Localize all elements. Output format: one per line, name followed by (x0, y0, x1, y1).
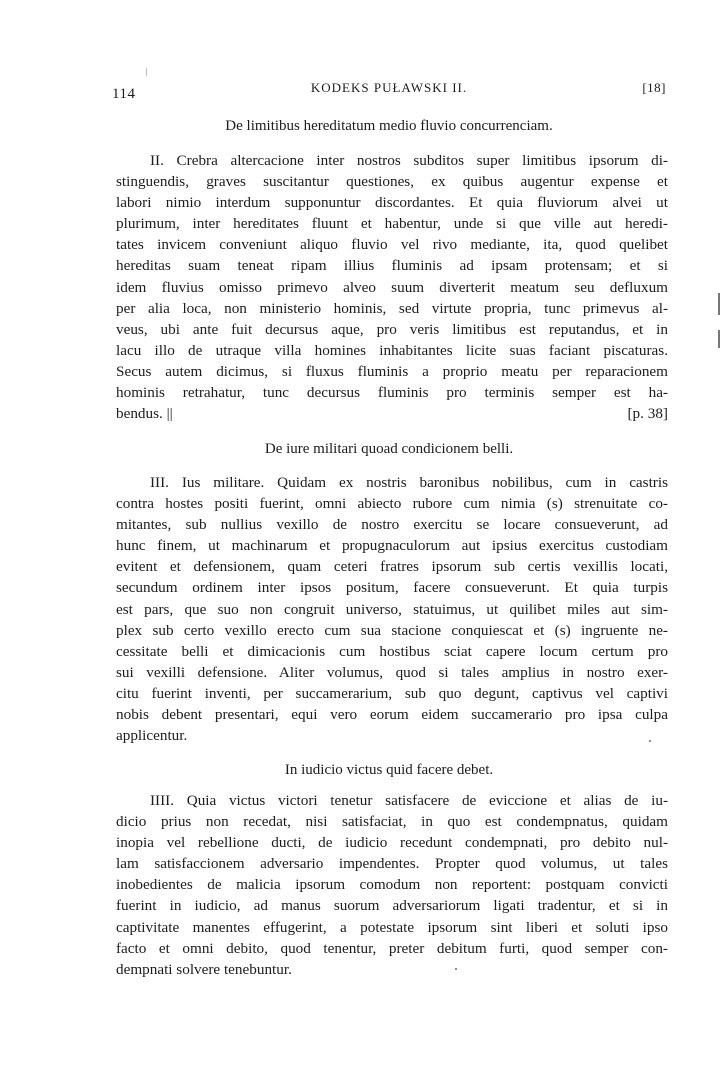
paragraph-limitibus (116, 150, 668, 424)
text-line: labori nimio interdum supponuntur discordantes. Et quia fluviorum alvei ut (116, 194, 668, 212)
text-line: contra hostes positi fuerint, omni abiecto rubore cum nimia (s) strenuitate co- (116, 495, 668, 513)
section-heading-iure-militari: De iure militari quoad condicionem belli. (264, 441, 514, 457)
text-line: mitantes, sub nullius vexillo de nostro exercitu se locare consueverunt, ad (116, 516, 668, 534)
text-line-end: bendus. || (116, 405, 173, 423)
text-line: fuerint in iudicio, ad manus suorum adversariorum ligati tradentur, et si in (116, 897, 668, 915)
text-line: II. Crebra altercacione inter nostros subditos super limitibus ipsorum di- (150, 152, 668, 169)
text-line: Secus autem dicimus, si fluxus fluminis a proprio meatu per reparacionem (116, 362, 668, 380)
text-line: hominis retrahatur, tunc decursus fluminis pro terminis semper est ha- (116, 384, 668, 402)
text-line: nobis debent presentari, equi vero eorum eidem succamerario pro ipsa culpa (116, 706, 668, 724)
text-line: secundum ordinem inter ipsos positum, facere consueverunt. Et quia turpis (116, 579, 668, 597)
running-header (112, 80, 666, 104)
text-line: lacu illo de utraque villa homines inhabitantes licite suas faciant piscaturas. (116, 341, 668, 359)
text-line: facto et omni debito, quod tenentur, preter debitum furti, quod semper con- (116, 939, 668, 957)
section-heading-iudicio-victus: In iudicio victus quid facere debet. (284, 762, 494, 778)
text-line: cessitate belli et dimicacionis cum hostibus sciat capere locum certum pro (116, 642, 668, 660)
section-heading-limitibus: De limitibus hereditatum medio fluvio concurrenciam. (225, 118, 553, 134)
text-line: hereditas suam teneat ripam illius fluminis ad ipsam protensam; et si (116, 257, 668, 275)
text-line: lam satisfaccionem adversario impendentes. Propter quod volumus, ut tales (116, 855, 668, 873)
scan-speck (455, 968, 457, 970)
scan-speck (649, 740, 651, 742)
text-line: IIII. Quia victus victori tenetur satisfacere de eviccione et alias de iu- (150, 792, 668, 809)
text-line: inopia vel rebellione ducti, de iudicio recedunt condempnati, pro debito nul- (116, 834, 668, 852)
text-line: citu fuerint inventi, per succamerarium, sub quo degunt, captivus vel captivi (116, 684, 668, 702)
text-line: est pars, que suo non congruit universo, statuimus, ut quilibet miles aut sim- (116, 600, 668, 618)
running-title: KODEKS PUŁAWSKI II. (310, 80, 468, 95)
page-reference: [p. 38] (627, 405, 668, 423)
text-line: per alia loca, non ministerio hominis, sed virtute propria, tunc primevus al- (116, 299, 668, 317)
text-line: plex sub certo vexillo erecto cum sua stacione conquiescat et (s) ingruente ne- (116, 621, 668, 639)
text-line: applicentur. (116, 727, 188, 745)
text-line: III. Ius militare. Quidam ex nostris baronibus nobilibus, cum in castris (150, 474, 668, 491)
text-line: tates invicem conveniunt aliquo fluvio vel rivo mediante, ita, quod quelibet (116, 236, 668, 254)
text-line: sui vexilli defensione. Aliter volumus, quod si tales amplius in nostro exer- (116, 663, 668, 681)
text-line: plurimum, inter hereditates fluunt et habentur, unde si que ville aut heredi- (116, 215, 668, 233)
text-line: dempnati solvere tenebuntur. (116, 960, 292, 978)
text-line: dicio prius non recedat, nisi satisfaciat, in quo est condempnatus, quidam (116, 813, 668, 831)
paragraph-iure-militari (116, 472, 668, 746)
paragraph-iudicio-victus (116, 790, 668, 980)
page-number: 114 (112, 86, 136, 102)
text-line: evitent et defensionem, quam ceteri fratres ipsorum sub certis vexillis locati, (116, 558, 668, 576)
text-line: hunc finem, ut machinarum et propugnaculorum aut ipsius exercitus custodiam (116, 537, 668, 555)
text-line-final (116, 403, 668, 424)
text-line: stinguendis, graves suscitantur questiones, ex quibus augentur expense et (116, 173, 668, 191)
text-line: captivitate manentes effugerint, a potestate ipsorum sint liberi et soluti ipso (116, 918, 668, 936)
scan-speck (146, 68, 147, 76)
text-line: veus, ubi ante fuit decursus aque, pro veris limitibus est reputandus, et in (116, 320, 668, 338)
text-line: inobedientes de malicia ipsorum comodum non reportent: postquam convicti (116, 876, 668, 894)
section-number: [18] (642, 80, 666, 95)
text-line: idem fluvius omisso primevo alveo suum diverterit meatum seu defluxum (116, 278, 668, 296)
